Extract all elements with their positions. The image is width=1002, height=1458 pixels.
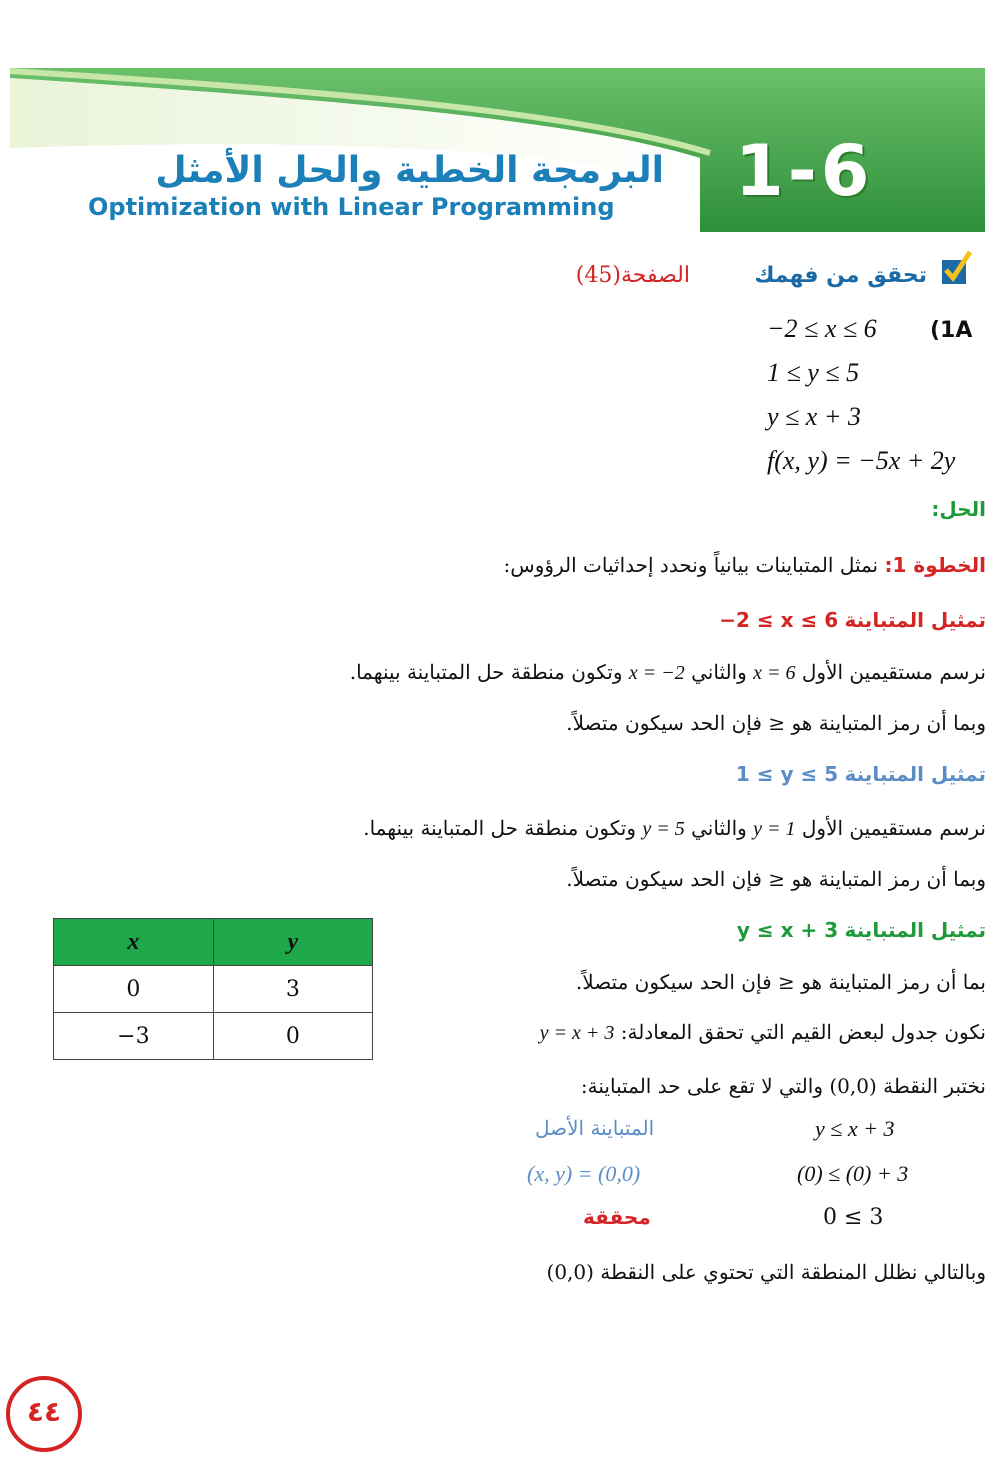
solution-label: الحل: (931, 497, 986, 521)
table-cell: 3 (213, 966, 372, 1013)
text: والثاني (691, 660, 747, 684)
inequality-2: 1 ≤ y ≤ 5 (767, 358, 860, 387)
section1-math: −2 ≤ x ≤ 6 (719, 608, 839, 632)
text: نرسم مستقيمين الأول (801, 816, 986, 840)
table-row (54, 966, 373, 1013)
equation: y = 5 (642, 818, 685, 840)
table-cell: −3 (54, 1013, 214, 1060)
step1-label: الخطوة 1: (884, 553, 986, 577)
objective-function: f(x, y) = −5x + 2y (767, 446, 956, 475)
lesson-title-arabic: البرمجة الخطية والحل الأمثل (155, 150, 664, 191)
conclusion-line: وبالتالي نظلل المنطقة التي تحتوي على النقطة (0,0) (546, 1260, 986, 1284)
section1-label: تمثيل المتباينة (844, 608, 986, 632)
table-row (54, 1013, 373, 1060)
check-understanding-heading: تحقق من فهمك (754, 263, 927, 288)
values-table (53, 918, 373, 1060)
text: والثاني (691, 816, 747, 840)
test-left-2: (0) ≤ (0) + 3 (797, 1161, 909, 1186)
equation: y = x + 3 (539, 1022, 615, 1044)
test-left-3: 0 ≤ 3 (823, 1205, 884, 1230)
equation: x = 6 (753, 662, 796, 684)
section2-math: 1 ≤ y ≤ 5 (735, 762, 839, 786)
equation: y = 1 (753, 818, 796, 840)
section2-line1 (363, 816, 986, 841)
page-number-badge: ٤٤ (6, 1376, 82, 1452)
lesson-number: 1-6 (735, 130, 874, 212)
inequality-1: −2 ≤ x ≤ 6 (767, 314, 877, 343)
text: وتكون منطقة حل المتباينة بينهما. (349, 660, 623, 684)
section2-line2: وبما أن رمز المتباينة هو ≤ فإن الحد سيكون متصلاً. (566, 867, 986, 891)
section3-line2 (540, 1020, 986, 1045)
text: نرسم مستقيمين الأول (801, 660, 986, 684)
text: وتكون منطقة حل المتباينة بينهما. (363, 816, 637, 840)
table-header-row (54, 919, 373, 966)
section3-heading (737, 918, 986, 942)
test-right-2: (x, y) = (0,0) (527, 1161, 641, 1186)
section3-label: تمثيل المتباينة (844, 918, 986, 942)
page-reference: الصفحة(45) (575, 263, 690, 288)
section2-label: تمثيل المتباينة (844, 762, 986, 786)
example-label: (1A (930, 318, 973, 343)
test-right-1: المتباينة الأصل (535, 1116, 655, 1140)
table-cell: 0 (213, 1013, 372, 1060)
section3-line1: بما أن رمز المتباينة هو ≤ فإن الحد سيكون متصلاً. (575, 970, 986, 994)
equation: x = −2 (628, 662, 685, 684)
inequality-3: y ≤ x + 3 (767, 402, 861, 431)
checkmark-icon (938, 248, 974, 288)
section1-line1 (350, 660, 986, 685)
table-header-x: x (54, 919, 214, 966)
lesson-title-english: Optimization with Linear Programming (88, 193, 615, 221)
verified-label: محققة (583, 1205, 651, 1229)
section3-math: y ≤ x + 3 (736, 918, 839, 942)
step1-text: نمثل المتباينات بيانياً ونحدد إحداثيات الرؤوس: (503, 553, 879, 577)
text: نكون جدول لبعض القيم التي تحقق المعادلة: (620, 1020, 986, 1044)
table-header-y: y (213, 919, 372, 966)
table-cell: 0 (54, 966, 214, 1013)
section1-line2: وبما أن رمز المتباينة هو ≤ فإن الحد سيكون متصلاً. (566, 711, 986, 735)
section1-heading (719, 608, 986, 632)
test-left-1: y ≤ x + 3 (815, 1116, 895, 1141)
step1-line (504, 553, 986, 577)
section2-heading (736, 762, 986, 786)
section3-line3: نختبر النقطة (0,0) والتي لا تقع على حد المتباينة: (580, 1074, 986, 1098)
